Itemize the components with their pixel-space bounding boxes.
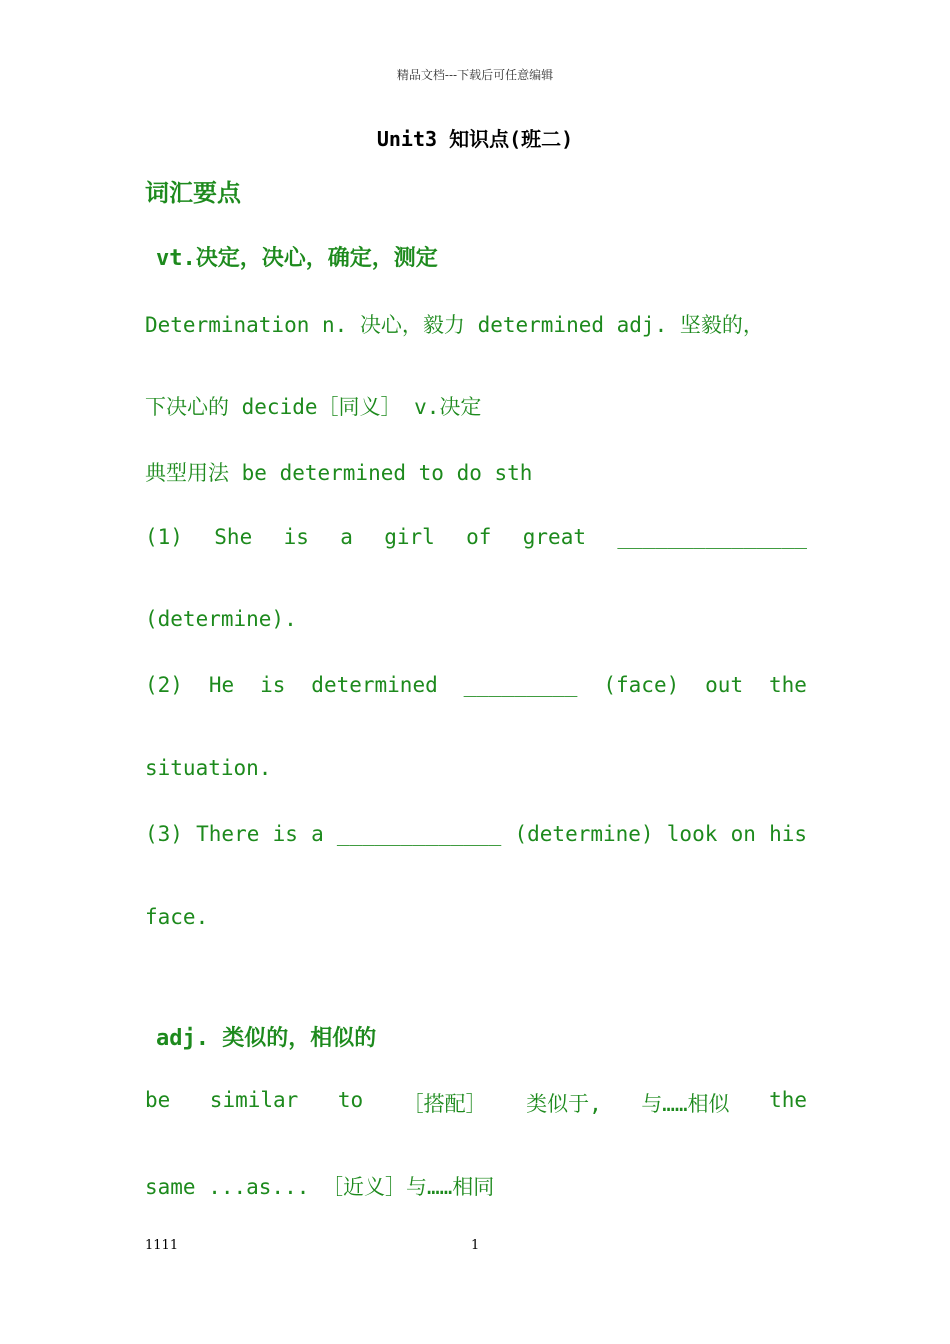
exercise-word: on <box>730 822 756 846</box>
derivatives-line-2: 下决心的 decide［同义］ v.决定 <box>145 395 482 419</box>
usage-word: the <box>769 1088 807 1112</box>
exercise-word: is <box>283 525 309 549</box>
exercise-word: is <box>260 673 286 697</box>
exercise-word: (1) <box>145 525 183 549</box>
exercise-word: She <box>214 525 253 549</box>
usage-word: 类似于, <box>526 1092 602 1116</box>
similar-usage-line-2: same ...as... ［近义］与……相同 <box>145 1175 495 1199</box>
exercise-1-continuation: (determine). <box>145 607 297 631</box>
exercise-word: a <box>311 822 324 846</box>
exercise-word: (determine) <box>514 822 654 846</box>
exercise-word: the <box>769 673 807 697</box>
word-heading-similar: adj. 类似的，相似的 <box>156 1026 377 1051</box>
exercise-word: is <box>272 822 298 846</box>
exercise-word: (2) <box>145 673 183 697</box>
exercise-word: out <box>705 673 744 697</box>
exercise-word: a <box>340 525 353 549</box>
derivatives-line-1: Determination n. 决心，毅力 determined adj. 坚毅的， <box>145 313 764 337</box>
exercise-word: girl <box>384 525 435 549</box>
exercise-word: look <box>666 822 718 846</box>
answer-blank: _________ <box>463 673 578 697</box>
answer-blank: _____________ <box>336 822 502 846</box>
exercise-word: There <box>196 822 260 846</box>
footer-left-text: 1111 <box>145 1238 179 1253</box>
page-number: 1 <box>471 1238 480 1253</box>
usage-word: be <box>145 1088 171 1112</box>
exercise-word: his <box>769 822 807 846</box>
page-header: 精品文档---下载后可任意编辑 <box>396 68 554 82</box>
usage-word: 与……相似 <box>641 1092 730 1116</box>
exercise-1 <box>145 525 807 549</box>
exercise-word: great <box>522 525 586 549</box>
exercise-word: (face) <box>603 673 680 697</box>
usage-word: similar <box>209 1088 299 1112</box>
exercise-word: (3) <box>145 822 183 846</box>
exercise-2 <box>145 673 807 697</box>
answer-blank: _______________ <box>617 525 807 549</box>
exercise-word: of <box>466 525 492 549</box>
section-heading-vocabulary: 词汇要点 <box>145 179 241 207</box>
usage-line: 典型用法 be determined to do sth <box>145 461 533 485</box>
similar-usage-line-1 <box>145 1088 807 1118</box>
word-heading-determine: vt.决定，决心，确定，测定 <box>156 246 438 271</box>
exercise-3 <box>145 822 807 846</box>
exercise-2-continuation: situation. <box>145 756 272 780</box>
exercise-word: determined <box>311 673 438 697</box>
exercise-3-continuation: face. <box>145 905 209 929</box>
usage-word: to <box>337 1088 364 1112</box>
exercise-word: He <box>208 673 235 697</box>
usage-word: ［搭配］ <box>402 1092 487 1116</box>
page-title: Unit3 知识点(班二) <box>376 127 574 151</box>
